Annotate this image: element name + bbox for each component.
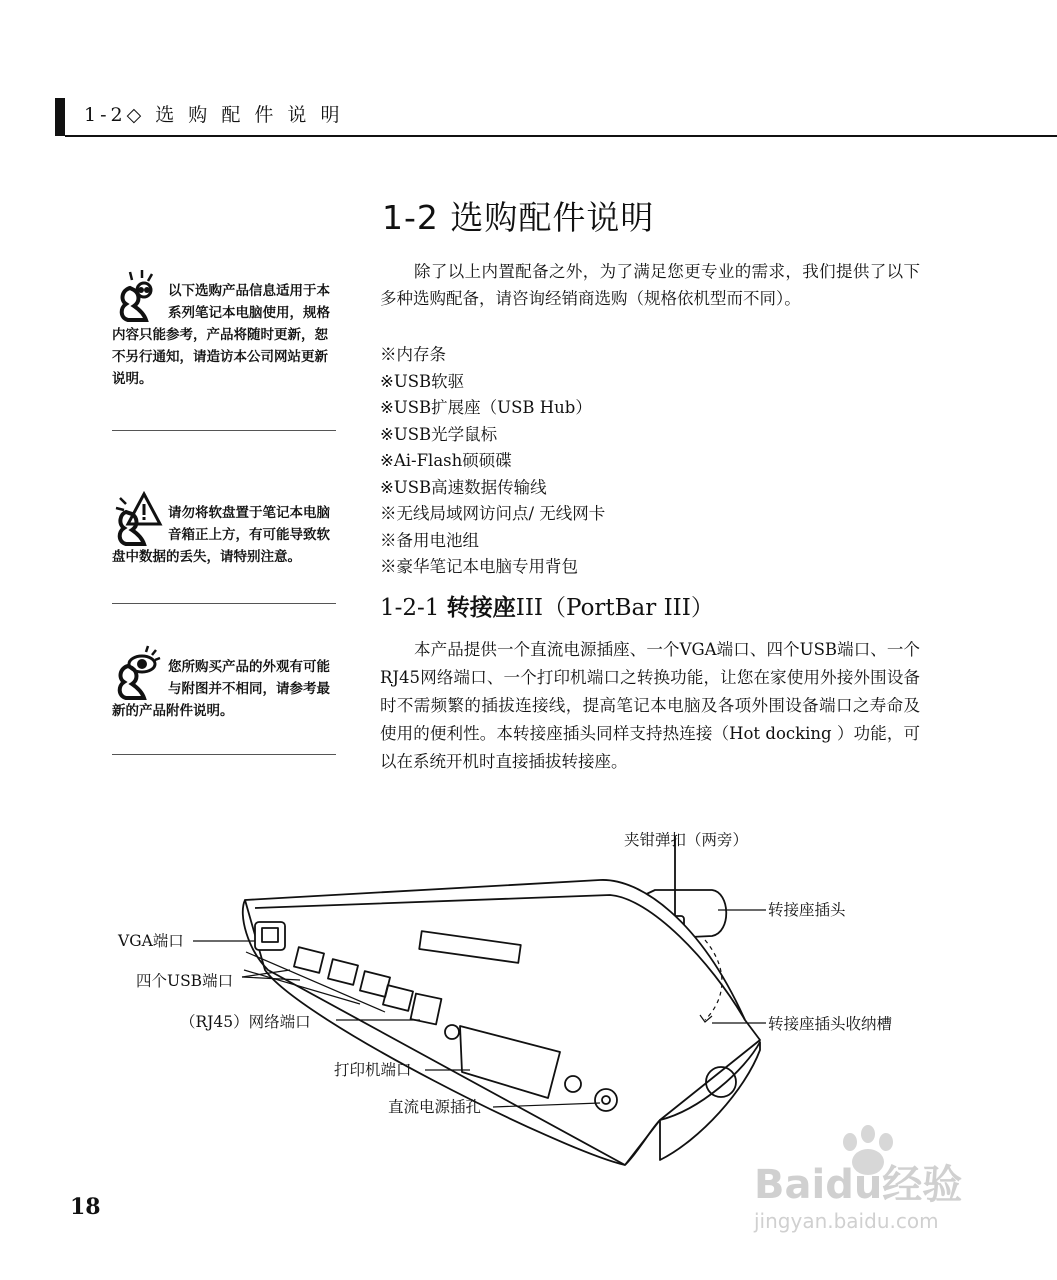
list-item: ※USB软驱 bbox=[380, 371, 465, 391]
side-note-3 bbox=[112, 656, 336, 722]
list-item: ※无线局域网访问点/ 无线网卡 bbox=[380, 504, 606, 523]
callout-dc: 直流电源插孔 bbox=[388, 1098, 482, 1116]
page-number: 18 bbox=[70, 1194, 101, 1220]
lightbulb-icon bbox=[112, 266, 164, 324]
callout-clip: 夹钳弹扣（两旁） bbox=[624, 831, 749, 849]
subsection-number: 1-2-1 bbox=[380, 595, 440, 621]
section-header: 1-2◇ 选 购 配 件 说 明 bbox=[84, 104, 344, 126]
note-divider bbox=[112, 430, 336, 431]
watermark-brand: Baidu经验 bbox=[754, 1162, 963, 1208]
list-item: ※USB高速数据传输线 bbox=[380, 477, 547, 497]
list-item: ※备用电池组 bbox=[380, 530, 479, 550]
list-item: ※内存条 bbox=[380, 345, 446, 364]
callout-plug: 转接座插头 bbox=[768, 901, 846, 919]
side-note-2 bbox=[112, 502, 336, 568]
side-note-text: 请勿将软盘置于笔记本电脑音箱正上方，有可能导致软盘中数据的丢失，请特别注意。 bbox=[112, 505, 330, 565]
eye-icon bbox=[112, 642, 164, 700]
side-note-1 bbox=[112, 280, 336, 390]
list-item: ※USB光学鼠标 bbox=[380, 424, 498, 444]
subsection-title-main: 转接座 bbox=[446, 594, 516, 621]
side-note-text: 以下选购产品信息适用于本系列笔记本电脑使用，规格内容只能参考，产品将随时更新，恕不另行通知，请造访本公司网站更新说明。 bbox=[112, 283, 330, 387]
callout-vga: VGA端口 bbox=[118, 932, 184, 950]
paw-logo-icon bbox=[740, 1120, 1040, 1240]
list-item: ※USB扩展座（USB Hub） bbox=[380, 398, 592, 417]
note-divider bbox=[112, 754, 336, 755]
intro-paragraph: 除了以上内置配备之外，为了满足您更专业的需求，我们提供了以下多种选购配备，请咨询经销商选购（规格依机型而不同）。 bbox=[380, 262, 920, 308]
subsection-title-rest: III（PortBar III） bbox=[515, 595, 714, 621]
callout-storage: 转接座插头收纳槽 bbox=[768, 1015, 893, 1033]
side-note-text: 您所购买产品的外观有可能与附图并不相同，请参考最新的产品附件说明。 bbox=[112, 659, 330, 719]
subsection-heading bbox=[380, 589, 714, 622]
list-item: ※Ai-Flash硕硕碟 bbox=[380, 451, 512, 470]
callout-usb: 四个USB端口 bbox=[136, 972, 234, 990]
note-divider bbox=[112, 603, 336, 604]
callout-printer: 打印机端口 bbox=[334, 1061, 412, 1079]
header-rule bbox=[65, 135, 1057, 137]
page-title: 1-2 选购配件说明 bbox=[382, 198, 655, 237]
list-item: ※豪华笔记本电脑专用背包 bbox=[380, 557, 578, 576]
watermark-url: jingyan.baidu.com bbox=[754, 1209, 939, 1233]
accessory-list bbox=[380, 342, 605, 581]
baidu-watermark bbox=[740, 1120, 1040, 1240]
header-bar bbox=[55, 98, 65, 136]
warning-icon bbox=[112, 488, 164, 546]
portbar-description: 本产品提供一个直流电源插座、一个VGA端口、四个USB端口、一个RJ45网络端口、一个打印机端口之转换功能，让您在家使用外接外围设备时不需频繁的插拔连接线，提高笔记本电脑及各项外围设备端口之寿命及使用的便利性。本转接座插头同样支持热连接（Hot docking ）功能，可以在系统开机时直接插拔转接座。 bbox=[380, 640, 920, 771]
callout-rj45: （RJ45）网络端口 bbox=[180, 1013, 311, 1031]
